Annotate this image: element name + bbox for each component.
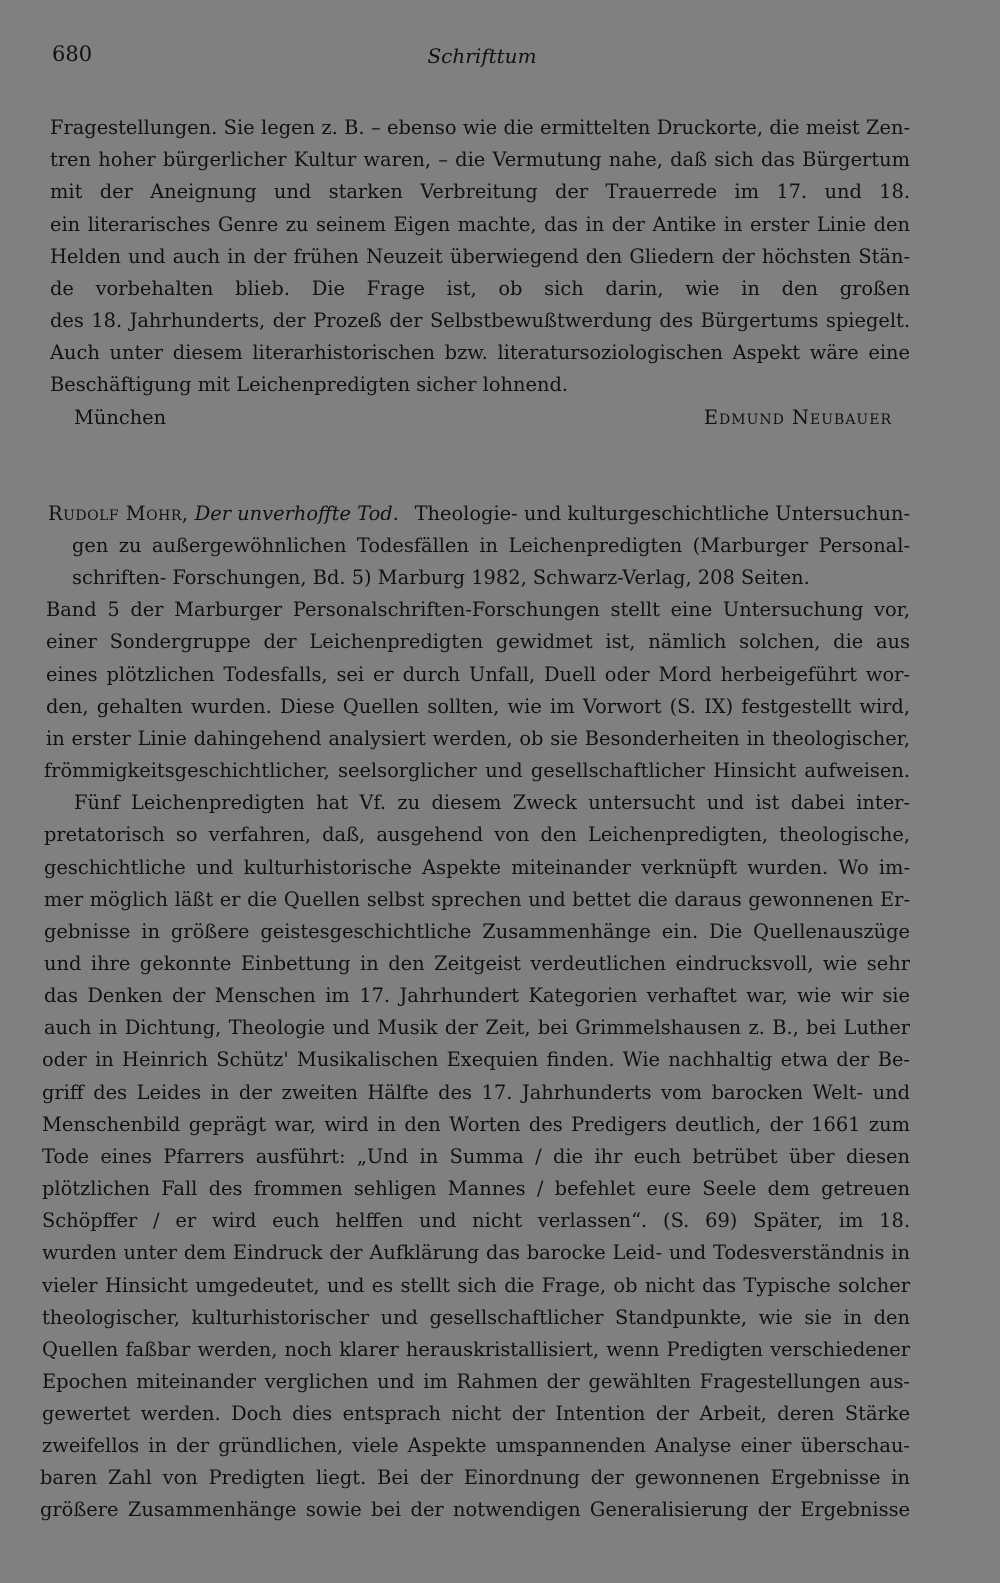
body-line: Fragestellungen. Sie legen z. B. – ebenso wie die ermittelten Druckorte, die meist Zen- <box>50 116 910 139</box>
body-line: einer Sondergruppe der Leichenpredigten gewidmet ist, nämlich solchen, die aus <box>46 630 910 653</box>
body-line: plötzlichen Fall des frommen sehligen Mannes / befehlet eure Seele dem getreuen <box>42 1177 910 1200</box>
body-line: den, gehalten wurden. Diese Quellen sollten, wie im Vorwort (S. IX) festgestellt wird, <box>46 695 910 718</box>
body-line: wurden unter dem Eindruck der Aufklärung das barocke Leid- und Todesverständnis in <box>42 1241 910 1264</box>
citation-author: Rudolf Mohr, <box>48 502 189 525</box>
body-line: mer möglich läßt er die Quellen selbst sprechen und bettet die daraus gewonnenen Er- <box>44 888 910 911</box>
citation-line <box>0 498 1000 530</box>
body-line: baren Zahl von Predigten liegt. Bei der Einordnung der gewonnenen Ergebnisse in <box>40 1466 910 1489</box>
review-signature <box>0 402 1000 434</box>
body-line: Schöpffer / er wird euch helffen und nicht verlassen“. (S. 69) Später, im 18. <box>42 1209 910 1232</box>
signature-reviewer: Edmund Neubauer <box>703 406 892 429</box>
body-line: zweifellos in der gründlichen, viele Aspekte umspannenden Analyse einer überschau- <box>42 1434 910 1457</box>
body-line: in erster Linie dahingehend analysiert werden, ob sie Besonderheiten in theologischer, <box>46 727 910 750</box>
body-line: das Denken der Menschen im 17. Jahrhundert Kategorien verhaftet war, wie wir sie <box>44 984 910 1007</box>
body-line: und ihre gekonnte Einbettung in den Zeitgeist verdeutlichen eindrucksvoll, wie sehr <box>44 952 910 975</box>
body-line: des 18. Jahrhunderts, der Prozeß der Selbstbewußtwerdung des Bürgertums spiegelt. <box>50 309 910 332</box>
body-line: mit der Aneignung und starken Verbreitung der Trauerrede im 17. und 18. <box>50 180 910 203</box>
body-line: de vorbehalten blieb. Die Frage ist, ob sich darin, wie in den großen <box>50 277 910 300</box>
body-line: Menschenbild geprägt war, wird in den Worten des Predigers deutlich, der 1661 zum <box>42 1113 910 1136</box>
body-line: Band 5 der Marburger Personalschriften-Forschungen stellt eine Untersuchung vor, <box>46 598 910 621</box>
body-line: Epochen miteinander verglichen und im Rahmen der gewählten Fragestellungen aus- <box>42 1370 910 1393</box>
body-line: Helden und auch in der frühen Neuzeit überwiegend den Gliedern der höchsten Stän- <box>50 245 910 268</box>
citation-subtitle: Theologie- und kulturgeschichtliche Untersuchun- <box>414 502 910 525</box>
body-line: größere Zusammenhänge sowie bei der notwendigen Generalisierung der Ergebnisse <box>40 1498 910 1521</box>
page-number: 680 <box>52 42 93 66</box>
body-line: Tode eines Pfarrers ausführt: „Und in Summa / die ihr euch betrübet über diesen <box>42 1145 910 1168</box>
page-header <box>52 42 912 72</box>
citation-line: schriften- Forschungen, Bd. 5) Marburg 1982, Schwarz-Verlag, 208 Seiten. <box>72 566 810 589</box>
body-line: gewertet werden. Doch dies entsprach nicht der Intention der Arbeit, deren Stärke <box>42 1402 910 1425</box>
body-line: ein literarisches Genre zu seinem Eigen machte, das in der Antike in erster Linie den <box>50 213 910 236</box>
citation-title: Der unverhoffte Tod. <box>194 502 399 525</box>
body-line: auch in Dichtung, Theologie und Musik der Zeit, bei Grimmelshausen z. B., bei Luther <box>44 1016 910 1039</box>
body-line: Beschäftigung mit Leichenpredigten sicher lohnend. <box>50 373 569 396</box>
body-line: Fünf Leichenpredigten hat Vf. zu diesem Zweck untersucht und ist dabei inter- <box>74 791 910 814</box>
body-line: tren hoher bürgerlicher Kultur waren, – die Vermutung nahe, daß sich das Bürgertum <box>50 148 910 171</box>
body-line: geschichtliche und kulturhistorische Aspekte miteinander verknüpft wurden. Wo im- <box>44 856 910 879</box>
body-line: frömmigkeitsgeschichtlicher, seelsorglicher und gesellschaftlicher Hinsicht aufweisen. <box>44 759 910 782</box>
body-line: Auch unter diesem literarhistorischen bzw. literatursoziologischen Aspekt wäre eine <box>50 341 910 364</box>
signature-place: München <box>74 406 167 429</box>
running-title: Schrifttum <box>427 44 537 68</box>
body-line: gebnisse in größere geistesgeschichtliche Zusammenhänge ein. Die Quellenauszüge <box>44 920 910 943</box>
body-line: oder in Heinrich Schütz' Musikalischen Exequien finden. Wie nachhaltig etwa der Be- <box>42 1048 910 1071</box>
body-line: Quellen faßbar werden, noch klarer herauskristallisiert, wenn Predigten verschiedener <box>42 1338 910 1361</box>
citation-line: gen zu außergewöhnlichen Todesfällen in Leichenpredigten (Marburger Personal- <box>72 534 910 557</box>
body-line: pretatorisch so verfahren, daß, ausgehend von den Leichenpredigten, theologische, <box>44 823 910 846</box>
body-line: vieler Hinsicht umgedeutet, und es stellt sich die Frage, ob nicht das Typische solcher <box>42 1274 910 1297</box>
body-line: griff des Leides in der zweiten Hälfte des 17. Jahrhunderts vom barocken Welt- und <box>42 1081 910 1104</box>
body-line: eines plötzlichen Todesfalls, sei er durch Unfall, Duell oder Mord herbeigeführt wor- <box>46 663 910 686</box>
body-line: theologischer, kulturhistorischer und gesellschaftlicher Standpunkte, wie sie in den <box>42 1306 910 1329</box>
